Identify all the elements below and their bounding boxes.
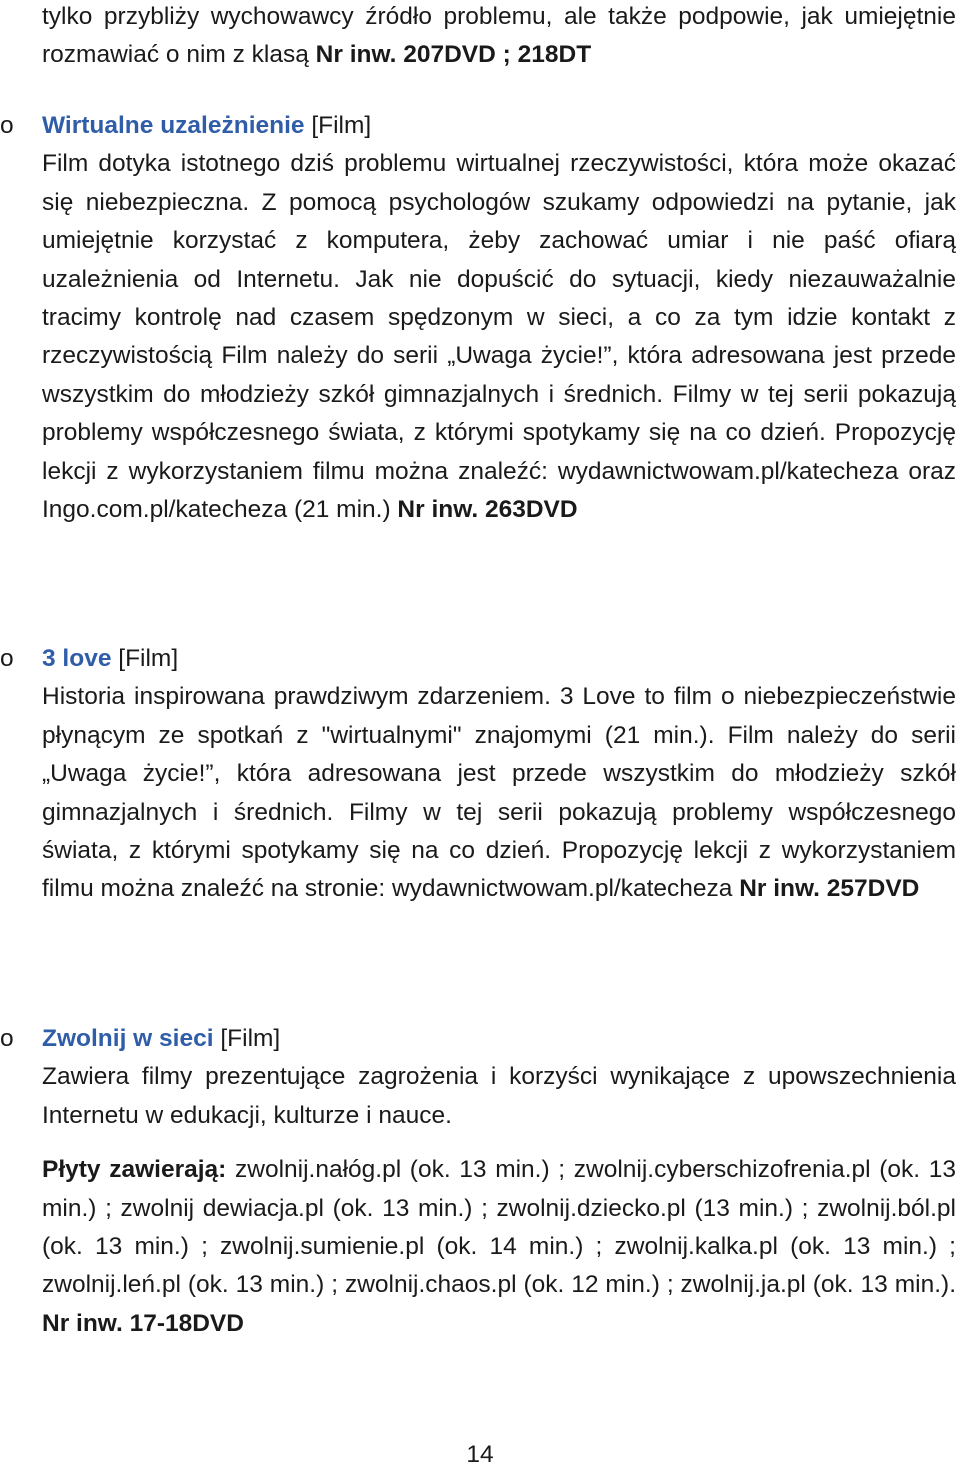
inventory-number: Nr inw. 207DVD ; 218DT <box>315 41 592 69</box>
list-item-zwolnij-w-sieci <box>0 1020 957 1343</box>
inventory-number: Nr inw. 263DVD <box>397 496 578 524</box>
list-item-wirtualne-uzaleznienie <box>0 107 956 529</box>
item-type: [Film] <box>304 112 372 139</box>
inventory-number: Nr inw. 17-18DVD <box>42 1309 244 1337</box>
item-title: 3 love <box>42 645 112 672</box>
item-type: [Film] <box>213 1025 281 1052</box>
page-number: 14 <box>466 1441 494 1468</box>
inventory-number: Nr inw. 257DVD <box>739 875 920 903</box>
bullet-marker: o <box>0 112 14 139</box>
item-description: Zawiera filmy prezentujące zagrożenia i korzyści wynikające z upowszechnienia Internetu w edukacji, kulturze i nauce. <box>42 1063 956 1129</box>
item-description: Historia inspirowana prawdziwym zdarzeniem. 3 Love to film o niebezpieczeństwie płynącym ze spotkań z "wirtualnymi" znajomymi (21 min.). Film należy do serii „Uwaga życie!”, która adresowana jest przede wszystkim do młodzieży szkół gimnazjalnych i średnich. Filmy w tej serii pokazują problemy współczesnego świata, z którymi spotykamy się na co dzień. Propozycję lekcji z wykorzystaniem filmu można znaleźć na stronie: wydawnictwowam.pl/katecheza <box>42 683 956 903</box>
item-title: Zwolnij w sieci <box>42 1025 214 1052</box>
item-type: [Film] <box>111 645 179 672</box>
bullet-marker: o <box>0 645 14 672</box>
bullet-marker: o <box>0 1025 14 1052</box>
discs-list: zwolnij.nałóg.pl (ok. 13 min.) ; zwolnij.cyberschizofrenia.pl (ok. 13 min.) ; zwolnij dewiacja.pl (ok. 13 min.) ; zwolnij.dziecko.pl (13 min.) ; zwolnij.ból.pl (ok. 13 min.) ; zwolnij.sumienie.pl (ok. 14 min.) ; zwolnij.kalka.pl (ok. 13 min.) ; zwolnij.leń.pl (ok. 13 min.) ; zwolnij.chaos.pl (ok. 12 min.) ; zwolnij.ja.pl (ok. 13 min.). <box>42 1156 957 1299</box>
intro-paragraph <box>42 0 956 75</box>
item-description: Film dotyka istotnego dziś problemu wirtualnej rzeczywistości, która może okazać się niebezpieczna. Z pomocą psychologów szukamy odpowiedzi na pytanie, jak umiejętnie korzystać z komputera, żeby zachować umiar i nie paść ofiarą uzależnienia od Internetu. Jak nie dopuścić do sytuacji, kiedy niezauważalnie tracimy kontrolę nad czasem spędzonym w sieci, a co za tym idzie kontakt z rzeczywistością Film należy do serii „Uwaga życie!”, która adresowana jest przede wszystkim do młodzieży szkół gimnazjalnych i średnich. Filmy w tej serii pokazują problemy współczesnego świata, z którymi spotykamy się na co dzień. Propozycję lekcji z wykorzystaniem filmu można znaleźć: wydawnictwowam.pl/katecheza oraz Ingo.com.pl/katecheza (21 min.) <box>42 150 956 524</box>
intro-text: tylko przybliży wychowawcy źródło problemu, ale także podpowie, jak umiejętnie rozmawiać o nim z klasą <box>42 3 956 69</box>
discs-label: Płyty zawierają: <box>42 1156 227 1184</box>
item-title: Wirtualne uzależnienie <box>42 112 305 139</box>
list-item-3-love <box>0 640 956 909</box>
